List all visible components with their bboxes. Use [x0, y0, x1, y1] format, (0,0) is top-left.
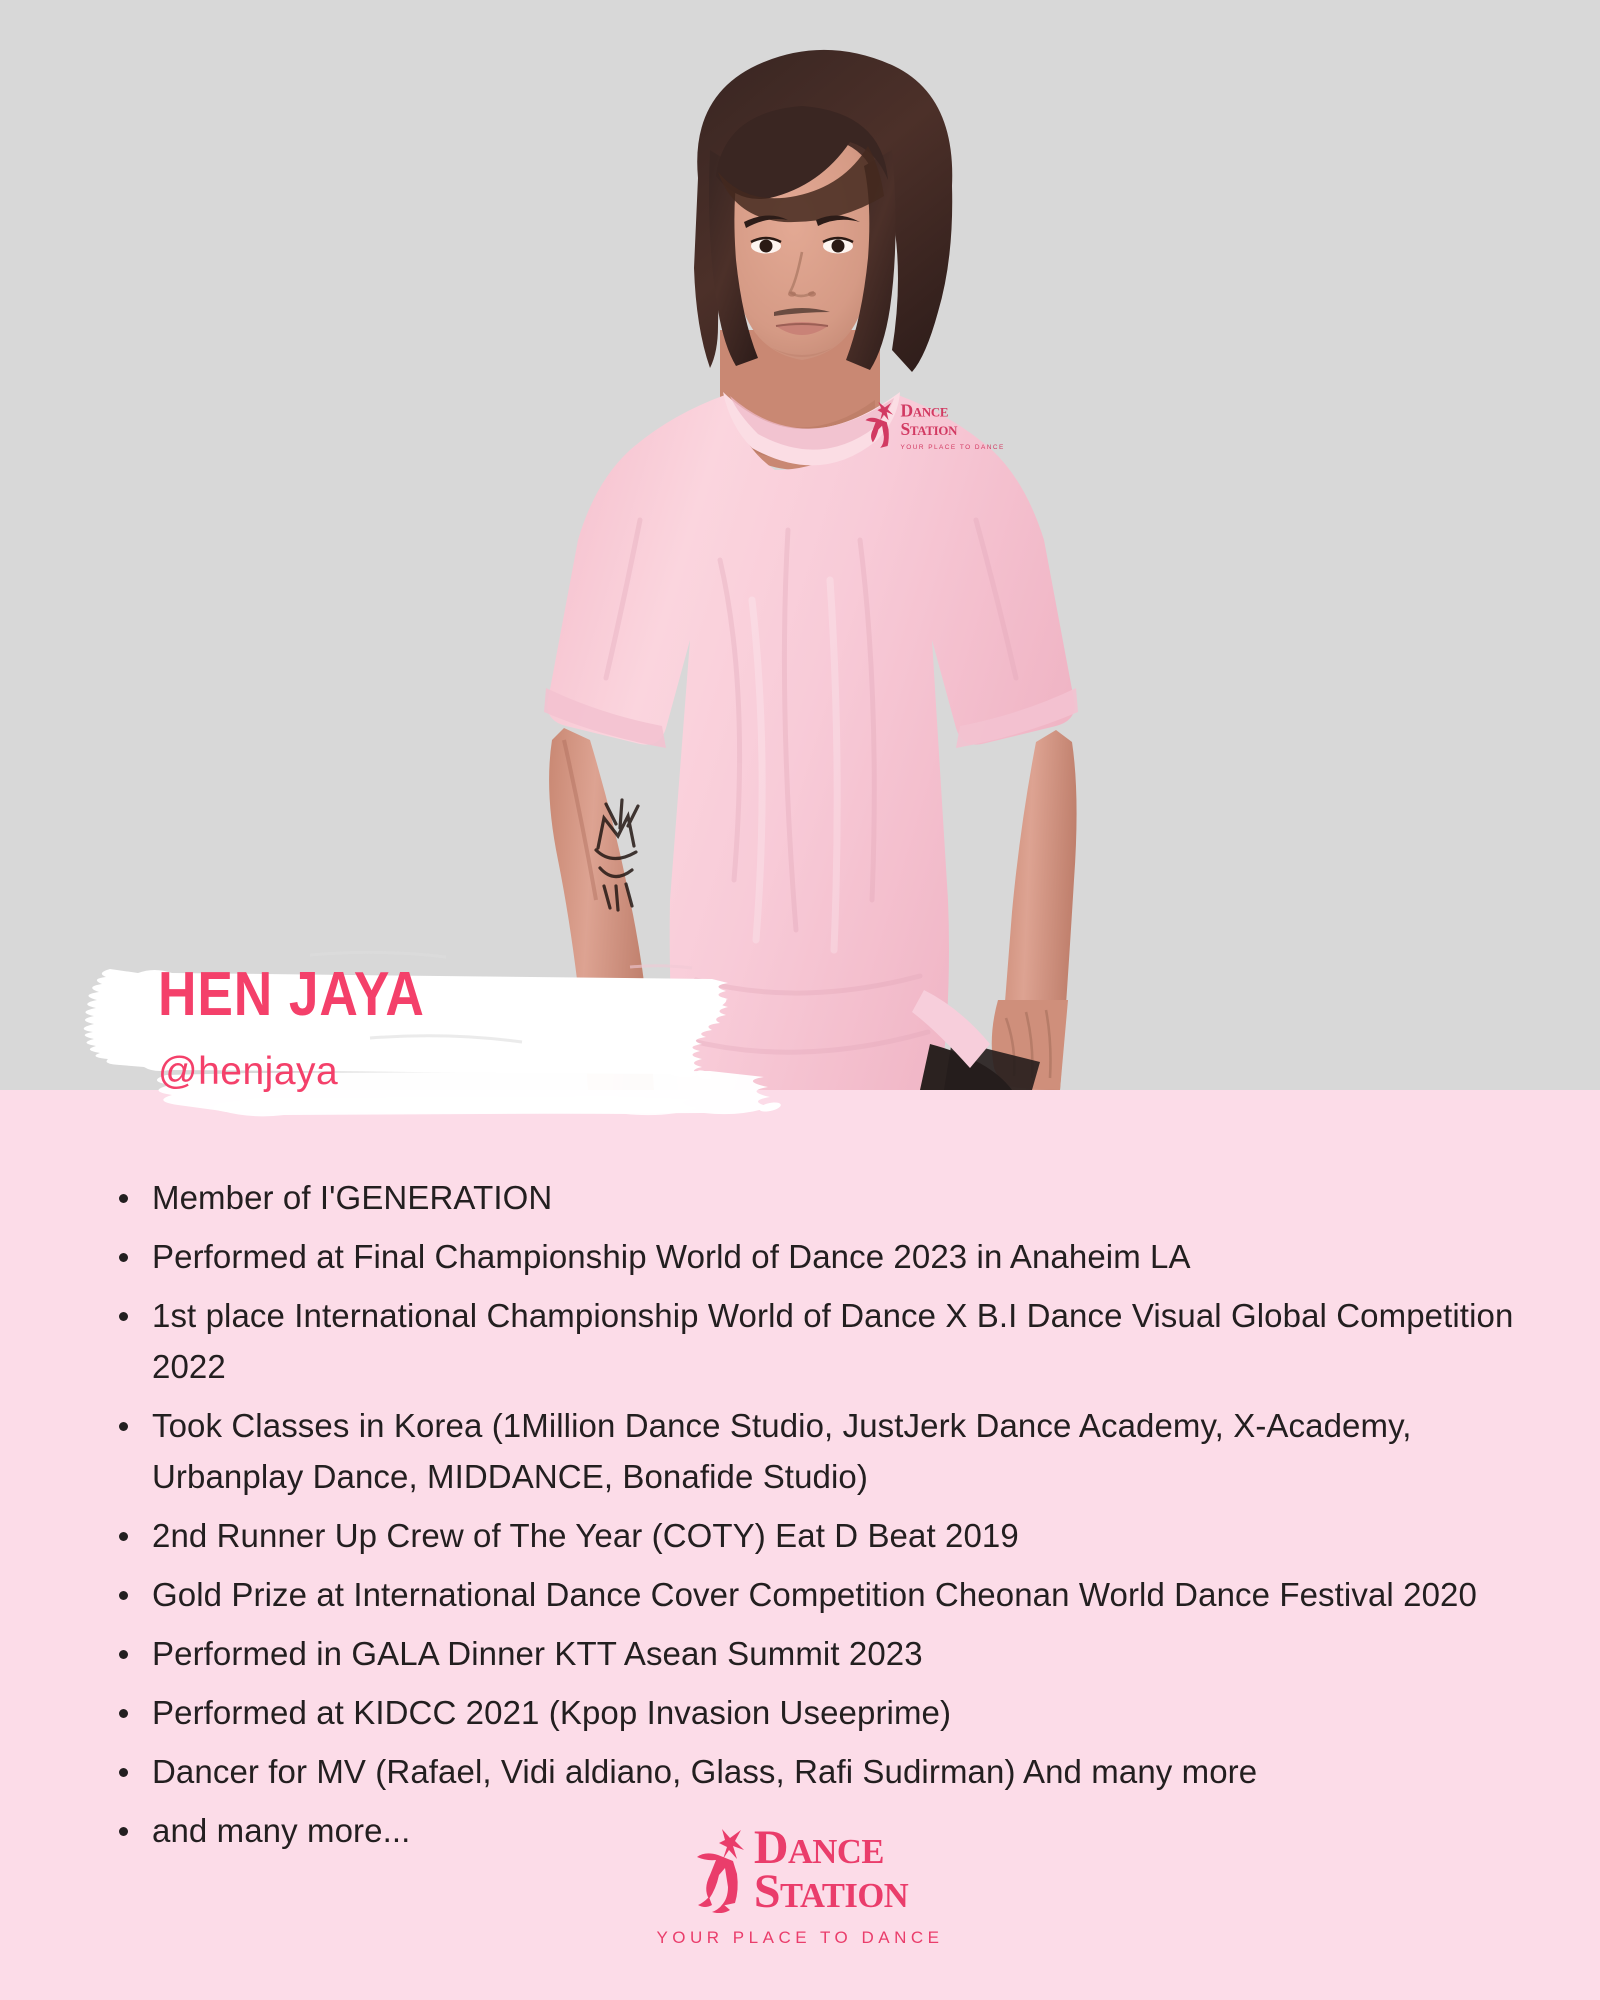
achievement-list — [110, 1172, 1530, 1856]
profile-handle: @henjaya — [158, 1050, 339, 1093]
list-item: Took Classes in Korea (1Million Dance Studio, JustJerk Dance Academy, X-Academy, Urbanplay Dance, MIDDANCE, Bonafide Studio) — [110, 1400, 1530, 1502]
list-item: Performed at Final Championship World of Dance 2023 in Anaheim LA — [110, 1231, 1530, 1282]
name-block — [158, 962, 858, 1028]
logo-wordmark — [753, 1821, 909, 1919]
logo-line-1: DANCE — [753, 1821, 884, 1874]
list-item: 2nd Runner Up Crew of The Year (COTY) Eat D Beat 2019 — [110, 1510, 1530, 1561]
logo-tagline: YOUR PLACE TO DANCE — [656, 1928, 944, 1948]
page-title: HEN JAYA — [158, 960, 425, 1029]
list-item: and many more... — [110, 1805, 1530, 1856]
list-item: Performed at KIDCC 2021 (Kpop Invasion Useeprime) — [110, 1687, 1530, 1738]
svg-text:YOUR PLACE TO DANCE: YOUR PLACE TO DANCE — [900, 443, 1005, 451]
svg-text:STATION: STATION — [900, 418, 958, 439]
list-item: Member of I'GENERATION — [110, 1172, 1530, 1223]
list-item: 1st place International Championship World of Dance X B.I Dance Visual Global Competition 2022 — [110, 1290, 1530, 1392]
logo-row — [692, 1821, 909, 1919]
list-item: Dancer for MV (Rafael, Vidi aldiano, Glass, Rafi Sudirman) And many more — [110, 1746, 1530, 1797]
list-item: Performed in GALA Dinner KTT Asean Summit 2023 — [110, 1628, 1530, 1679]
logo-line-2: STATION — [753, 1865, 909, 1919]
list-item: Gold Prize at International Dance Cover Competition Cheonan World Dance Festival 2020 — [110, 1569, 1530, 1620]
footer-dance-station-logo — [0, 1821, 1600, 1948]
svg-text:DANCE: DANCE — [900, 400, 949, 421]
dancer-silhouette-icon — [692, 1827, 746, 1913]
name-brush-stroke — [70, 925, 1000, 1135]
bio-achievements — [110, 1172, 1530, 1864]
